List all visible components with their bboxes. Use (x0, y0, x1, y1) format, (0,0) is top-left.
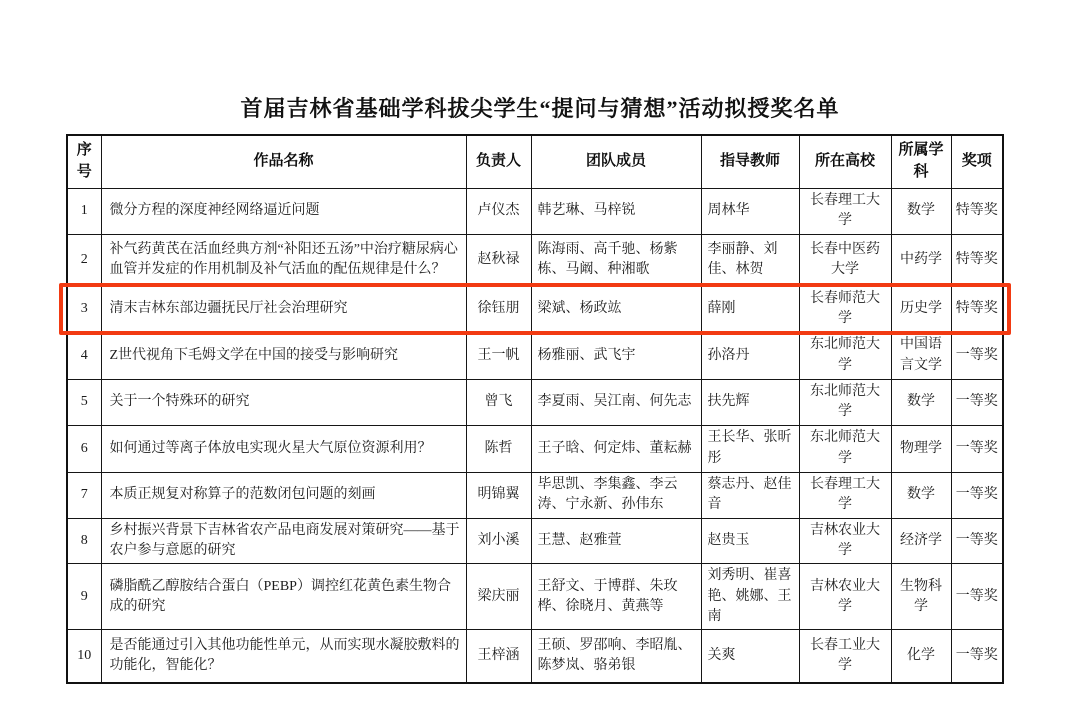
column-header-work: 作品名称 (101, 135, 466, 189)
cell-work: 本质正规复对称算子的范数闭包问题的刻画 (101, 472, 466, 518)
cell-award: 一等奖 (951, 472, 1003, 518)
cell-advisors: 刘秀明、崔喜艳、姚娜、王南 (701, 564, 799, 630)
cell-subject: 中国语言文学 (891, 332, 951, 380)
table-row (67, 518, 1003, 564)
cell-university: 长春工业大学 (799, 630, 891, 683)
cell-advisors: 薛刚 (701, 286, 799, 332)
cell-advisors: 赵贵玉 (701, 518, 799, 564)
column-header-subject: 所属学科 (891, 135, 951, 189)
cell-award: 特等奖 (951, 234, 1003, 286)
cell-work: 补气药黄芪在活血经典方剂“补阳还五汤”中治疗糖尿病心血管并发症的作用机制及补气活血的配伍规律是什么？ (101, 234, 466, 286)
cell-team: 杨雅丽、武飞宇 (531, 332, 701, 380)
table-row (67, 189, 1003, 235)
cell-university: 吉林农业大学 (799, 564, 891, 630)
table-row (67, 234, 1003, 286)
table-row (67, 564, 1003, 630)
cell-subject: 生物科学 (891, 564, 951, 630)
cell-leader: 卢仪杰 (466, 189, 531, 235)
cell-no: 2 (67, 234, 101, 286)
cell-leader: 明锦翼 (466, 472, 531, 518)
cell-leader: 徐钰朋 (466, 286, 531, 332)
cell-leader: 刘小溪 (466, 518, 531, 564)
cell-university: 长春理工大学 (799, 189, 891, 235)
cell-advisors: 扶先辉 (701, 380, 799, 426)
column-header-university: 所在高校 (799, 135, 891, 189)
table-row (67, 332, 1003, 380)
cell-leader: 赵秋禄 (466, 234, 531, 286)
cell-award: 一等奖 (951, 518, 1003, 564)
cell-team: 李夏雨、吴江南、何先志 (531, 380, 701, 426)
column-header-award: 奖项 (951, 135, 1003, 189)
cell-team: 毕思凯、李集鑫、李云涛、宁永新、孙伟东 (531, 472, 701, 518)
cell-no: 7 (67, 472, 101, 518)
cell-subject: 经济学 (891, 518, 951, 564)
cell-advisors: 王长华、张昕彤 (701, 425, 799, 472)
cell-team: 陈海雨、高千驰、杨紫栋、马阚、种湘歌 (531, 234, 701, 286)
cell-advisors: 周林华 (701, 189, 799, 235)
table-row (67, 472, 1003, 518)
cell-subject: 历史学 (891, 286, 951, 332)
cell-work: Z世代视角下毛姆文学在中国的接受与影响研究 (101, 332, 466, 380)
cell-advisors: 李丽静、刘佳、林贺 (701, 234, 799, 286)
cell-no: 9 (67, 564, 101, 630)
cell-team: 王慧、赵雅萱 (531, 518, 701, 564)
cell-university: 长春师范大学 (799, 286, 891, 332)
cell-advisors: 关爽 (701, 630, 799, 683)
table-row (67, 380, 1003, 426)
cell-subject: 物理学 (891, 425, 951, 472)
cell-no: 3 (67, 286, 101, 332)
table-row (67, 286, 1003, 332)
cell-team: 王舒文、于博群、朱玫桦、徐晓月、黄燕等 (531, 564, 701, 630)
cell-work: 是否能通过引入其他功能性单元，从而实现水凝胶敷料的功能化，智能化？ (101, 630, 466, 683)
cell-subject: 中药学 (891, 234, 951, 286)
column-header-advisors: 指导教师 (701, 135, 799, 189)
cell-work: 微分方程的深度神经网络逼近问题 (101, 189, 466, 235)
column-header-team: 团队成员 (531, 135, 701, 189)
cell-award: 特等奖 (951, 189, 1003, 235)
cell-advisors: 蔡志丹、赵佳音 (701, 472, 799, 518)
cell-award: 一等奖 (951, 564, 1003, 630)
page-title: 首届吉林省基础学科拔尖学生“提问与猜想”活动拟授奖名单 (240, 96, 840, 121)
cell-team: 韩艺琳、马梓锐 (531, 189, 701, 235)
cell-work: 如何通过等离子体放电实现火星大气原位资源利用？ (101, 425, 466, 472)
award-table (66, 134, 1004, 684)
cell-award: 一等奖 (951, 380, 1003, 426)
cell-university: 东北师范大学 (799, 380, 891, 426)
cell-no: 5 (67, 380, 101, 426)
cell-no: 10 (67, 630, 101, 683)
cell-work: 清末吉林东部边疆抚民厅社会治理研究 (101, 286, 466, 332)
cell-university: 东北师范大学 (799, 425, 891, 472)
cell-no: 4 (67, 332, 101, 380)
cell-award: 特等奖 (951, 286, 1003, 332)
cell-no: 8 (67, 518, 101, 564)
cell-leader: 陈哲 (466, 425, 531, 472)
cell-university: 吉林农业大学 (799, 518, 891, 564)
cell-award: 一等奖 (951, 630, 1003, 683)
cell-leader: 王一帆 (466, 332, 531, 380)
cell-university: 长春理工大学 (799, 472, 891, 518)
column-header-no: 序号 (67, 135, 101, 189)
cell-no: 6 (67, 425, 101, 472)
table-row (67, 630, 1003, 683)
cell-work: 乡村振兴背景下吉林省农产品电商发展对策研究——基于农户参与意愿的研究 (101, 518, 466, 564)
cell-university: 长春中医药大学 (799, 234, 891, 286)
cell-team: 王子晗、何定炜、董耘赫 (531, 425, 701, 472)
cell-leader: 梁庆丽 (466, 564, 531, 630)
cell-award: 一等奖 (951, 332, 1003, 380)
cell-university: 东北师范大学 (799, 332, 891, 380)
cell-advisors: 孙洛丹 (701, 332, 799, 380)
table-row (67, 425, 1003, 472)
cell-award: 一等奖 (951, 425, 1003, 472)
cell-team: 王硕、罗邵响、李昭胤、陈梦岚、骆弟银 (531, 630, 701, 683)
cell-work: 关于一个特殊环的研究 (101, 380, 466, 426)
cell-work: 磷脂酰乙醇胺结合蛋白（PEBP）调控红花黄色素生物合成的研究 (101, 564, 466, 630)
cell-subject: 化学 (891, 630, 951, 683)
cell-subject: 数学 (891, 472, 951, 518)
cell-leader: 曾飞 (466, 380, 531, 426)
cell-subject: 数学 (891, 380, 951, 426)
cell-no: 1 (67, 189, 101, 235)
cell-subject: 数学 (891, 189, 951, 235)
cell-team: 梁斌、杨政竑 (531, 286, 701, 332)
table-header-row (67, 135, 1003, 189)
cell-leader: 王梓涵 (466, 630, 531, 683)
column-header-leader: 负责人 (466, 135, 531, 189)
